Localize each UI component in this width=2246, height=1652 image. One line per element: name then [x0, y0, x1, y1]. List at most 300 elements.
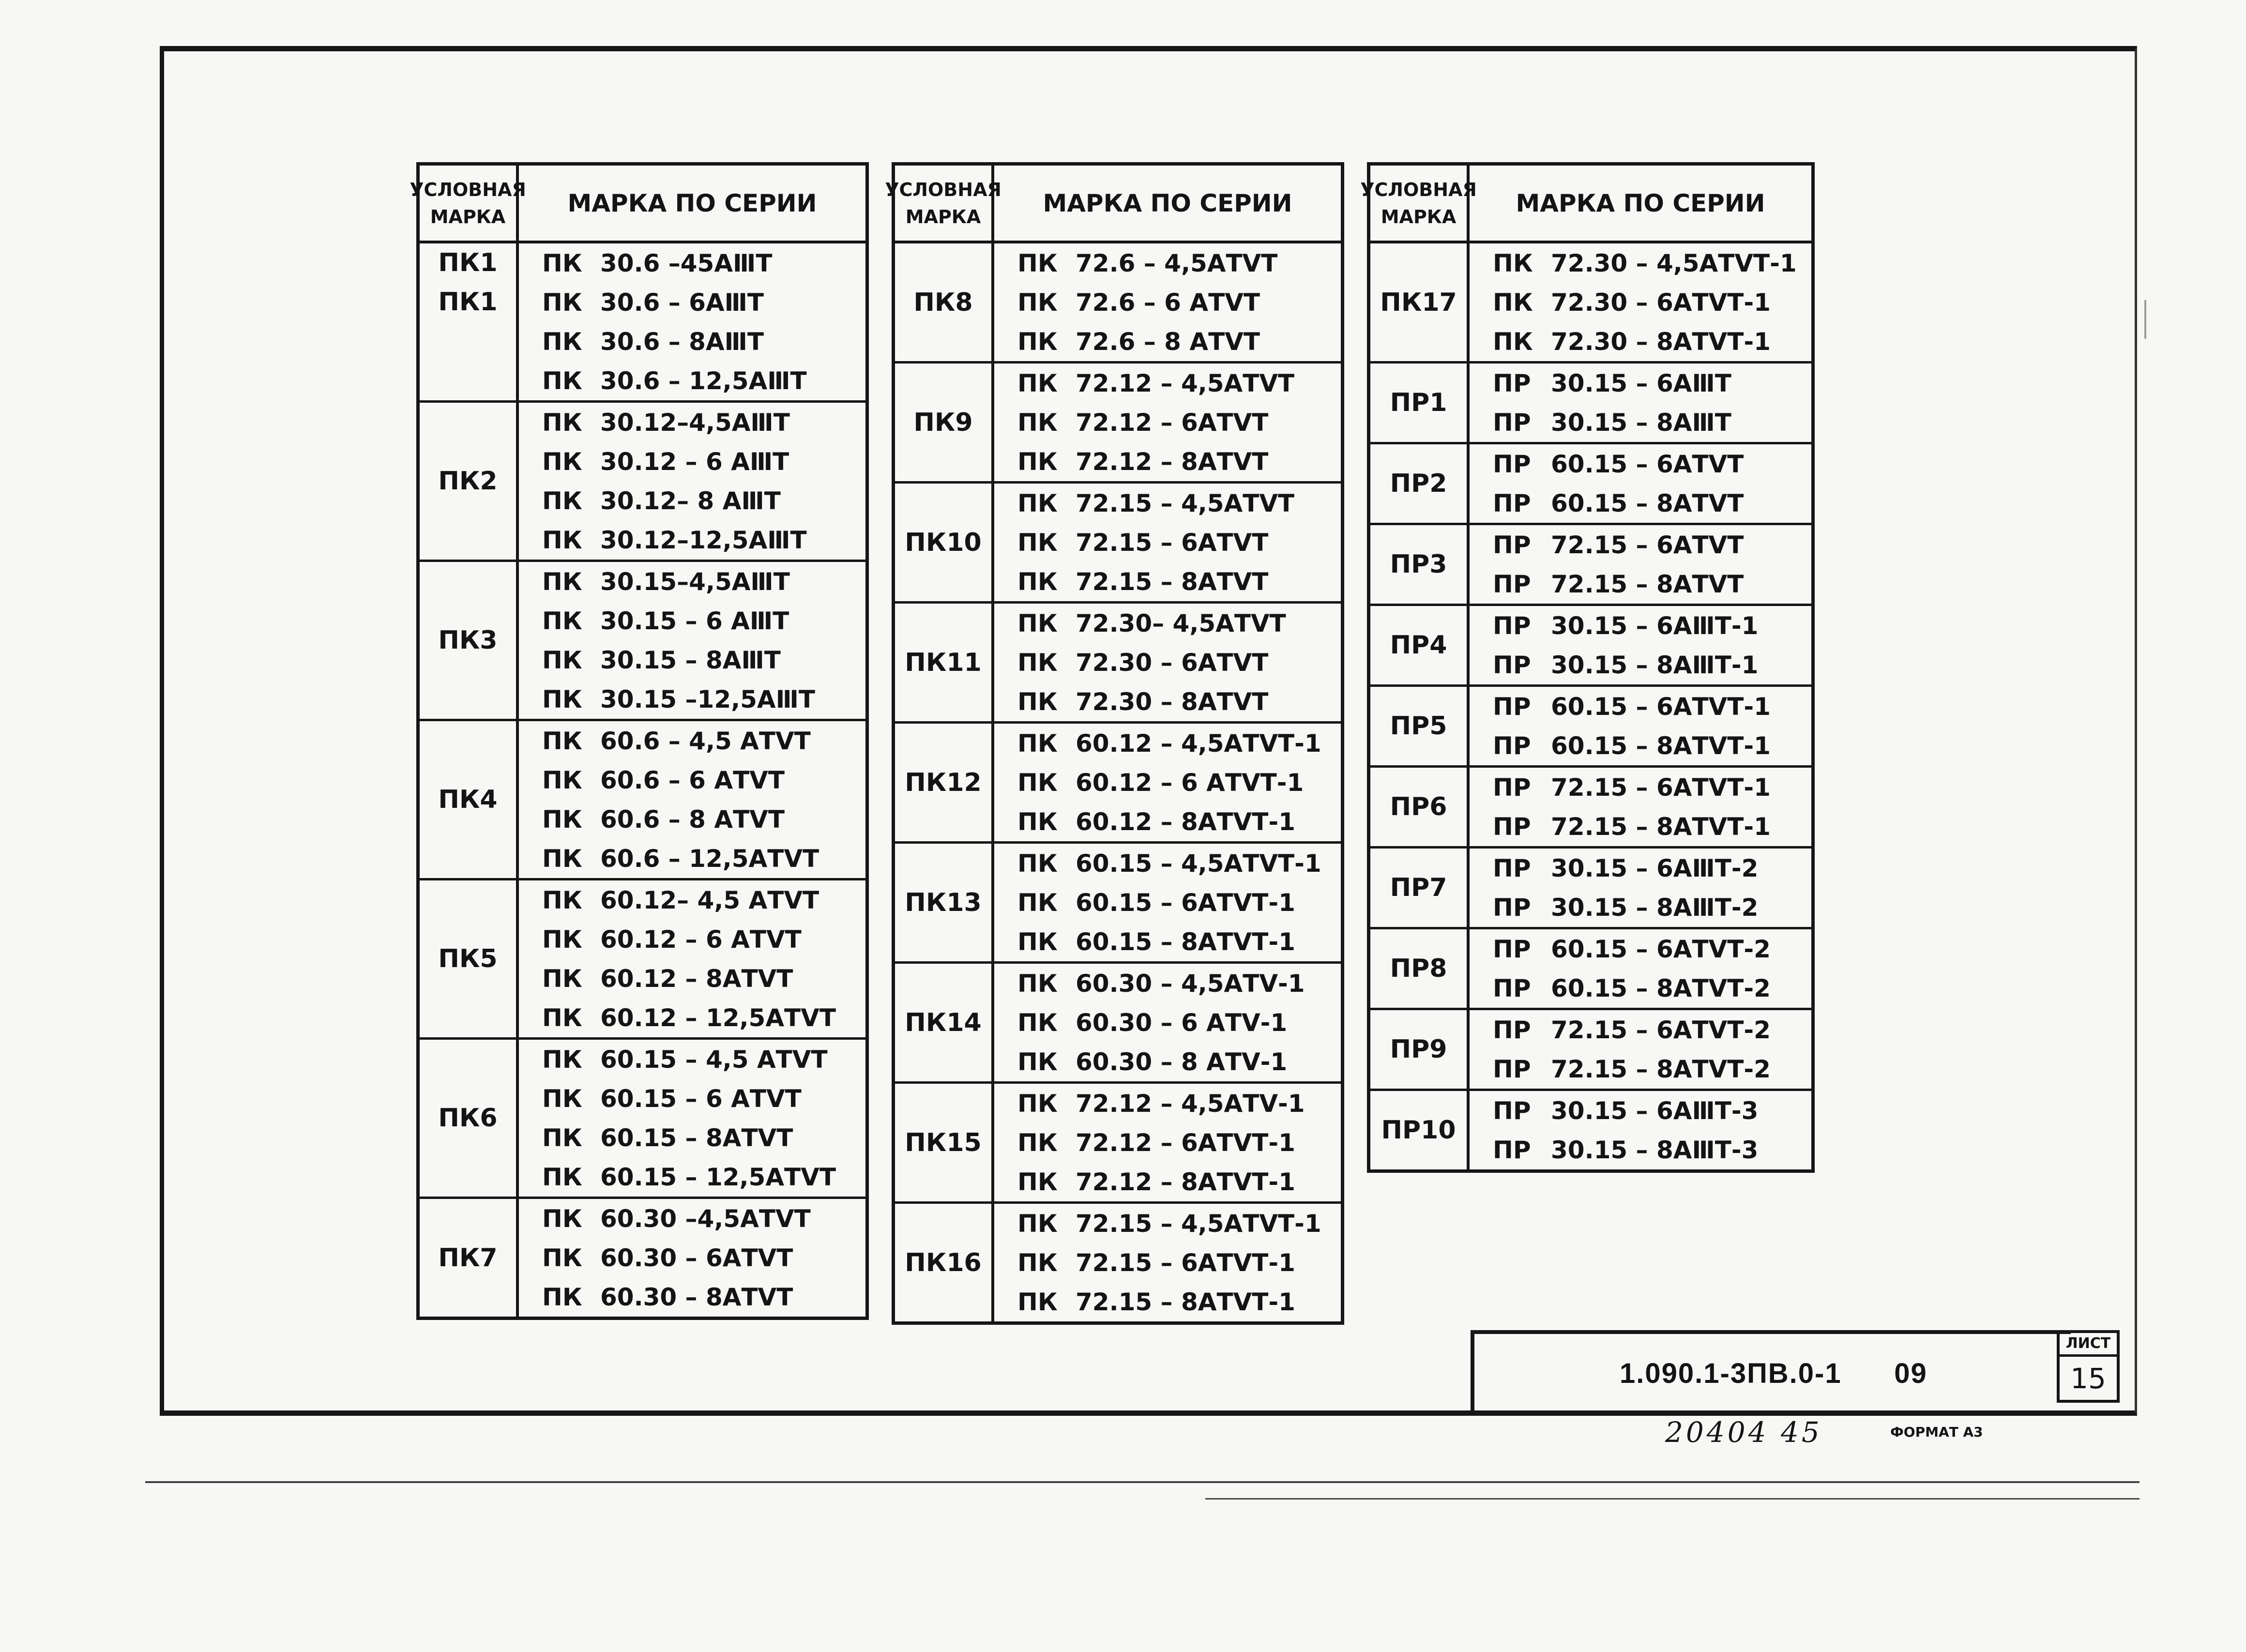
- group-label: ПР1: [1370, 364, 1470, 444]
- row-prefix: ПК: [1017, 849, 1058, 878]
- format-label: ФОРМАТ А3: [1890, 1424, 1983, 1440]
- row-series-mark: 30.12– 8 АⅢТ: [600, 486, 781, 515]
- row-series-mark: 60.30 – 8АТⅤТ: [600, 1283, 793, 1311]
- row-series-mark: 72.15 – 6АТⅤТ-1: [1076, 1248, 1295, 1277]
- row-prefix: ПК: [542, 1003, 582, 1032]
- table-row: [519, 1277, 865, 1317]
- row-prefix: ПК: [1493, 288, 1533, 317]
- group-label: ПК14: [895, 964, 994, 1084]
- row-prefix: ПК: [1017, 528, 1058, 557]
- row-prefix: ПК: [1017, 1008, 1058, 1037]
- header-series-mark: МАРКА ПО СЕРИИ: [519, 166, 865, 243]
- table-row: [994, 1243, 1341, 1282]
- row-prefix: ПК: [1017, 489, 1058, 517]
- table-row: [994, 243, 1341, 283]
- table-row: [519, 680, 865, 719]
- row-series-mark: 30.15 – 8АⅢТ-2: [1551, 893, 1759, 922]
- header-conditional-mark: [1360, 166, 1477, 243]
- group-rows: [1470, 243, 1811, 364]
- table-row: [519, 442, 865, 481]
- row-prefix: ПК: [542, 766, 582, 794]
- table-row: [994, 802, 1341, 841]
- group-rows: [519, 1040, 865, 1199]
- table-row: [1470, 564, 1811, 604]
- sheet-box: [2057, 1330, 2120, 1403]
- row-prefix: ПК: [1017, 807, 1058, 836]
- group-label: ПР10: [1370, 1091, 1470, 1169]
- row-prefix: ПК: [542, 646, 582, 674]
- row-prefix: ПР: [1493, 893, 1531, 922]
- group-label: ПК3: [420, 562, 519, 721]
- row-series-mark: 72.15 – 8АТⅤТ-1: [1076, 1288, 1295, 1316]
- table-row: [519, 1040, 865, 1079]
- row-prefix: ПК: [542, 925, 582, 954]
- row-series-mark: 60.15 – 8АТⅤТ-1: [1551, 731, 1771, 760]
- row-series-mark: 60.6 – 4,5 АТⅤТ: [600, 727, 811, 755]
- inventory-number: 20404 45: [1665, 1416, 1822, 1449]
- row-series-mark: 60.15 – 6 АТⅤТ: [600, 1084, 802, 1113]
- group-rows: [519, 243, 865, 403]
- row-series-mark: 72.15 – 6АТⅤТ: [1076, 528, 1269, 557]
- row-prefix: ПК: [1017, 408, 1058, 437]
- group-label: ПК7: [420, 1199, 519, 1317]
- row-prefix: ПР: [1493, 854, 1531, 882]
- group-rows: [994, 364, 1341, 484]
- title-block: [1471, 1330, 2071, 1412]
- row-series-mark: 60.15 – 6АТⅤТ-1: [1551, 692, 1771, 721]
- row-prefix: ПР: [1493, 935, 1531, 963]
- table-row: [1470, 929, 1811, 969]
- table-row: [519, 760, 865, 800]
- table-row: [994, 283, 1341, 322]
- row-prefix: ПК: [542, 447, 582, 476]
- row-series-mark: 30.15 – 8АⅢТ: [600, 646, 781, 674]
- table-row: [1470, 888, 1811, 927]
- table-row: [519, 562, 865, 601]
- row-series-mark: 72.15 – 6АТⅤТ: [1551, 530, 1744, 559]
- row-series-mark: 60.15 – 12,5АТⅤТ: [600, 1163, 836, 1191]
- row-series-mark: 60.12 – 8АТⅤТ-1: [1076, 807, 1295, 836]
- table-row: [519, 721, 865, 760]
- table-row: [519, 1157, 865, 1197]
- table-row: [519, 998, 865, 1037]
- row-series-mark: 60.15 – 8АТⅤТ-1: [1076, 927, 1295, 956]
- group-rows: [1470, 687, 1811, 768]
- row-prefix: ПР: [1493, 369, 1531, 397]
- row-prefix: ПК: [1017, 447, 1058, 476]
- row-prefix: ПР: [1493, 450, 1531, 478]
- row-series-mark: 72.30 – 6АТⅤТ: [1076, 648, 1269, 677]
- group-label: ПР9: [1370, 1010, 1470, 1091]
- row-prefix: ПР: [1493, 489, 1531, 517]
- table-row: [994, 364, 1341, 403]
- row-prefix: ПК: [542, 805, 582, 834]
- row-prefix: ПК: [542, 288, 582, 317]
- row-prefix: ПР: [1493, 1096, 1531, 1125]
- group-rows: [994, 1204, 1341, 1321]
- table-row: [994, 322, 1341, 361]
- row-prefix: ПК: [542, 486, 582, 515]
- group-rows: [1470, 364, 1811, 444]
- table-row: [994, 442, 1341, 481]
- row-series-mark: 30.12–4,5АⅢТ: [600, 408, 790, 437]
- marking-table: [410, 162, 869, 1320]
- table-row: [1470, 687, 1811, 726]
- row-prefix: ПК: [542, 526, 582, 554]
- group-label: ПК11: [895, 604, 994, 724]
- table-row: [994, 1282, 1341, 1321]
- table-row: [519, 880, 865, 920]
- table-row: [1470, 726, 1811, 765]
- row-series-mark: 30.15 – 8АⅢТ-1: [1551, 651, 1759, 679]
- row-prefix: ПК: [1017, 969, 1058, 998]
- row-prefix: ПК: [1017, 369, 1058, 397]
- row-series-mark: 72.12 – 8АТⅤТ-1: [1076, 1167, 1295, 1196]
- row-series-mark: 60.12 – 8АТⅤТ: [600, 964, 793, 993]
- row-prefix: ПК: [1017, 1128, 1058, 1157]
- table-row: [994, 643, 1341, 682]
- row-prefix: ПК: [542, 1283, 582, 1311]
- row-prefix: ПР: [1493, 651, 1531, 679]
- row-prefix: ПР: [1493, 974, 1531, 1002]
- row-prefix: ПК: [1017, 288, 1058, 317]
- row-prefix: ПК: [1017, 687, 1058, 716]
- row-series-mark: 60.12 – 4,5АТⅤТ-1: [1076, 729, 1321, 758]
- row-series-mark: 72.12 – 4,5АТⅤ-1: [1076, 1089, 1305, 1118]
- table-row: [1470, 1049, 1811, 1089]
- table-row: [1470, 807, 1811, 846]
- row-prefix: ПК: [542, 886, 582, 914]
- row-series-mark: 60.30 – 6АТⅤТ: [600, 1243, 793, 1272]
- table-row: [994, 682, 1341, 721]
- group-rows: [994, 604, 1341, 724]
- table-row: [1470, 322, 1811, 361]
- row-prefix: ПК: [542, 1045, 582, 1074]
- group-rows: [1470, 768, 1811, 849]
- row-prefix: ПК: [1017, 1288, 1058, 1316]
- row-prefix: ПР: [1493, 611, 1531, 640]
- row-series-mark: 72.30 – 8АТⅤТ-1: [1551, 327, 1771, 356]
- group-label: ПР3: [1370, 525, 1470, 606]
- marking-table: [1360, 162, 1815, 1173]
- table-row: [519, 243, 865, 283]
- row-prefix: ПК: [1017, 1089, 1058, 1118]
- row-series-mark: 72.6 – 8 АТⅤТ: [1076, 327, 1260, 356]
- table-row: [1470, 606, 1811, 645]
- group-label: ПК12: [895, 724, 994, 844]
- row-series-mark: 30.15 – 8АⅢТ-3: [1551, 1136, 1759, 1164]
- row-series-mark: 30.15 – 6 АⅢТ: [600, 606, 789, 635]
- document-code: [1620, 1357, 1927, 1390]
- group-rows: [519, 880, 865, 1040]
- table-row: [519, 403, 865, 442]
- row-series-mark: 60.6 – 8 АТⅤТ: [600, 805, 785, 834]
- row-prefix: ПК: [542, 606, 582, 635]
- scan-line: [1205, 1498, 2140, 1500]
- row-series-mark: 30.6 – 12,5АⅢТ: [600, 366, 807, 395]
- group-label: ПК1: [438, 248, 498, 277]
- row-series-mark: 72.30– 4,5АТⅤТ: [1076, 609, 1286, 637]
- group-label: ПК1: [438, 288, 498, 317]
- row-prefix: ПР: [1493, 812, 1531, 841]
- row-prefix: ПК: [1017, 888, 1058, 917]
- row-prefix: ПК: [542, 685, 582, 713]
- table-row: [519, 481, 865, 520]
- row-series-mark: 60.30 – 8 АТⅤ-1: [1076, 1047, 1288, 1076]
- table-row: [1470, 525, 1811, 564]
- row-prefix: ПК: [542, 327, 582, 356]
- table-row: [994, 1162, 1341, 1201]
- row-prefix: ПК: [1017, 927, 1058, 956]
- sheet-number: 15: [2070, 1362, 2106, 1395]
- group-label: ПК16: [895, 1204, 994, 1321]
- header-conditional-mark: [410, 166, 526, 243]
- row-prefix: ПР: [1493, 731, 1531, 760]
- table-row: [519, 520, 865, 560]
- row-prefix: ПК: [542, 1123, 582, 1152]
- table-row: [994, 403, 1341, 442]
- header-mark-line: УСЛОВНАЯ: [1360, 179, 1477, 200]
- table-row: [519, 1199, 865, 1238]
- row-series-mark: 72.15 – 6АТⅤТ-1: [1551, 773, 1771, 802]
- header-series-mark: МАРКА ПО СЕРИИ: [994, 166, 1341, 243]
- group-rows: [1470, 525, 1811, 606]
- group-rows: [994, 964, 1341, 1084]
- table-row: [519, 959, 865, 998]
- row-prefix: ПК: [542, 727, 582, 755]
- row-series-mark: 30.6 – 8АⅢТ: [600, 327, 764, 356]
- row-prefix: ПК: [542, 1084, 582, 1113]
- row-series-mark: 30.15 – 8АⅢТ: [1551, 408, 1731, 437]
- table-row: [994, 604, 1341, 643]
- table-row: [1470, 283, 1811, 322]
- group-label: ПР8: [1370, 929, 1470, 1010]
- row-prefix: ПК: [542, 1204, 582, 1233]
- header-conditional-mark: [885, 166, 1002, 243]
- row-prefix: ПК: [1017, 609, 1058, 637]
- header-series-mark: МАРКА ПО СЕРИИ: [1470, 166, 1811, 243]
- row-series-mark: 60.15 – 4,5АТⅤТ-1: [1076, 849, 1321, 878]
- group-rows: [519, 403, 865, 562]
- row-series-mark: 60.15 – 8АТⅤТ: [1551, 489, 1744, 517]
- row-prefix: ПК: [542, 408, 582, 437]
- table-row: [994, 1042, 1341, 1081]
- row-series-mark: 60.12– 4,5 АТⅤТ: [600, 886, 819, 914]
- group-rows: [994, 243, 1341, 364]
- row-prefix: ПК: [1017, 249, 1058, 277]
- table-row: [994, 484, 1341, 523]
- row-series-mark: 60.30 – 4,5АТⅤ-1: [1076, 969, 1305, 998]
- row-series-mark: 30.15–4,5АⅢТ: [600, 567, 790, 596]
- row-series-mark: 30.15 – 6АⅢТ: [1551, 369, 1731, 397]
- table-row: [1470, 1010, 1811, 1049]
- table-row: [1470, 403, 1811, 442]
- document-code-text: 1.090.1-3ПВ.0-1: [1620, 1357, 1842, 1389]
- row-prefix: ПК: [542, 366, 582, 395]
- table-row: [519, 322, 865, 361]
- table-row: [519, 640, 865, 680]
- row-prefix: ПР: [1493, 1015, 1531, 1044]
- group-label: ПК8: [895, 243, 994, 364]
- row-prefix: ПК: [1017, 1047, 1058, 1076]
- table-row: [1470, 645, 1811, 684]
- table-row: [994, 1204, 1341, 1243]
- row-series-mark: 72.15 – 8АТⅤТ: [1551, 570, 1744, 598]
- group-rows: [1470, 606, 1811, 687]
- row-prefix: ПК: [542, 844, 582, 873]
- row-prefix: ПК: [1017, 768, 1058, 797]
- table-row: [994, 1084, 1341, 1123]
- row-series-mark: 60.30 – 6 АТⅤ-1: [1076, 1008, 1288, 1037]
- group-label: ПР5: [1370, 687, 1470, 768]
- group-rows: [1470, 849, 1811, 929]
- group-rows: [1470, 1091, 1811, 1169]
- row-series-mark: 72.12 – 6АТⅤТ: [1076, 408, 1269, 437]
- row-series-mark: 30.15 – 6АⅢТ-3: [1551, 1096, 1759, 1125]
- sheet-label: ЛИСТ: [2060, 1333, 2117, 1357]
- row-series-mark: 72.6 – 4,5АТⅤТ: [1076, 249, 1278, 277]
- table-row: [519, 920, 865, 959]
- scan-mark: [2144, 300, 2146, 339]
- row-series-mark: 72.15 – 6АТⅤТ-2: [1551, 1015, 1771, 1044]
- row-prefix: ПК: [542, 1243, 582, 1272]
- group-label: ПР2: [1370, 444, 1470, 525]
- group-label: ПК9: [895, 364, 994, 484]
- row-series-mark: 72.15 – 8АТⅤТ-1: [1551, 812, 1771, 841]
- header-mark-line: УСЛОВНАЯ: [885, 179, 1002, 200]
- row-series-mark: 72.12 – 6АТⅤТ-1: [1076, 1128, 1295, 1157]
- row-prefix: ПР: [1493, 570, 1531, 598]
- table-row: [519, 283, 865, 322]
- group-rows: [994, 724, 1341, 844]
- row-series-mark: 72.12 – 8АТⅤТ: [1076, 447, 1269, 476]
- group-rows: [994, 1084, 1341, 1204]
- group-label: ПК13: [895, 844, 994, 964]
- table-row: [994, 922, 1341, 961]
- row-series-mark: 60.30 –4,5АТⅤТ: [600, 1204, 811, 1233]
- row-prefix: ПК: [1017, 327, 1058, 356]
- group-rows: [1470, 444, 1811, 525]
- group-label: ПК17: [1370, 243, 1470, 364]
- row-series-mark: 72.30 – 6АТⅤТ-1: [1551, 288, 1771, 317]
- row-series-mark: 60.6 – 6 АТⅤТ: [600, 766, 785, 794]
- row-prefix: ПК: [1017, 729, 1058, 758]
- row-series-mark: 72.15 – 4,5АТⅤТ: [1076, 489, 1295, 517]
- group-label-cell: [420, 243, 519, 403]
- table-row: [519, 800, 865, 839]
- group-label: ПК15: [895, 1084, 994, 1204]
- group-label: ПР7: [1370, 849, 1470, 929]
- table-row: [1470, 1091, 1811, 1130]
- table-row: [1470, 364, 1811, 403]
- row-series-mark: 30.6 – 6АⅢТ: [600, 288, 764, 317]
- row-prefix: ПК: [1017, 1248, 1058, 1277]
- row-prefix: ПК: [542, 567, 582, 596]
- header-mark-line: УСЛОВНАЯ: [410, 179, 526, 200]
- row-prefix: ПК: [1493, 249, 1533, 277]
- group-rows: [1470, 1010, 1811, 1091]
- table-row: [994, 964, 1341, 1003]
- table-row: [1470, 444, 1811, 484]
- group-label: ПК10: [895, 484, 994, 604]
- table-row: [1470, 768, 1811, 807]
- table-row: [994, 844, 1341, 883]
- row-prefix: ПК: [542, 249, 582, 277]
- row-prefix: ПК: [542, 964, 582, 993]
- table-row: [1470, 243, 1811, 283]
- row-series-mark: 30.15 –12,5АⅢТ: [600, 685, 815, 713]
- row-prefix: ПР: [1493, 773, 1531, 802]
- group-rows: [994, 484, 1341, 604]
- row-series-mark: 30.12 – 6 АⅢТ: [600, 447, 789, 476]
- row-prefix: ПК: [1017, 1209, 1058, 1238]
- header-mark-line: МАРКА: [430, 206, 506, 227]
- row-series-mark: 72.15 – 8АТⅤТ-2: [1551, 1055, 1771, 1083]
- row-series-mark: 60.15 – 6АТⅤТ: [1551, 450, 1744, 478]
- group-label: ПК5: [420, 880, 519, 1040]
- header-mark-line: МАРКА: [1381, 206, 1457, 227]
- row-prefix: ПК: [542, 1163, 582, 1191]
- row-prefix: ПР: [1493, 1136, 1531, 1164]
- row-prefix: ПК: [1017, 567, 1058, 596]
- row-series-mark: 60.15 – 6АТⅤТ-2: [1551, 935, 1771, 963]
- row-series-mark: 30.6 –45АⅢТ: [600, 249, 773, 277]
- table-row: [1470, 1130, 1811, 1169]
- table-row: [519, 1118, 865, 1157]
- table-row: [994, 1123, 1341, 1162]
- table-row: [519, 601, 865, 640]
- group-label: ПК2: [420, 403, 519, 562]
- row-prefix: ПК: [1493, 327, 1533, 356]
- row-series-mark: 72.30 – 8АТⅤТ: [1076, 687, 1269, 716]
- row-prefix: ПР: [1493, 408, 1531, 437]
- table-row: [519, 1238, 865, 1277]
- group-label: ПК4: [420, 721, 519, 880]
- row-prefix: ПР: [1493, 692, 1531, 721]
- row-series-mark: 60.6 – 12,5АТⅤТ: [600, 844, 819, 873]
- row-series-mark: 30.12–12,5АⅢТ: [600, 526, 807, 554]
- row-series-mark: 60.12 – 6 АТⅤТ-1: [1076, 768, 1304, 797]
- table-row: [994, 1003, 1341, 1042]
- marking-table: [885, 162, 1344, 1325]
- table-row: [994, 562, 1341, 601]
- row-prefix: ПР: [1493, 1055, 1531, 1083]
- table-row: [519, 1079, 865, 1118]
- table-row: [994, 763, 1341, 802]
- row-prefix: ПК: [1017, 648, 1058, 677]
- row-series-mark: 72.15 – 8АТⅤТ: [1076, 567, 1269, 596]
- group-label: ПР6: [1370, 768, 1470, 849]
- document-code-suffix: 09: [1894, 1357, 1927, 1389]
- table-row: [519, 361, 865, 400]
- table-row: [994, 724, 1341, 763]
- header-mark-line: МАРКА: [905, 206, 981, 227]
- row-series-mark: 72.6 – 6 АТⅤТ: [1076, 288, 1260, 317]
- row-series-mark: 60.15 – 6АТⅤТ-1: [1076, 888, 1295, 917]
- table-row: [519, 839, 865, 878]
- group-label: ПР4: [1370, 606, 1470, 687]
- row-series-mark: 60.15 – 4,5 АТⅤТ: [600, 1045, 828, 1074]
- row-series-mark: 60.15 – 8АТⅤТ-2: [1551, 974, 1771, 1002]
- group-rows: [519, 562, 865, 721]
- group-rows: [994, 844, 1341, 964]
- group-rows: [519, 1199, 865, 1317]
- row-prefix: ПК: [1017, 1167, 1058, 1196]
- table-row: [1470, 849, 1811, 888]
- table-row: [1470, 969, 1811, 1008]
- scan-line: [145, 1481, 2140, 1483]
- table-row: [994, 883, 1341, 922]
